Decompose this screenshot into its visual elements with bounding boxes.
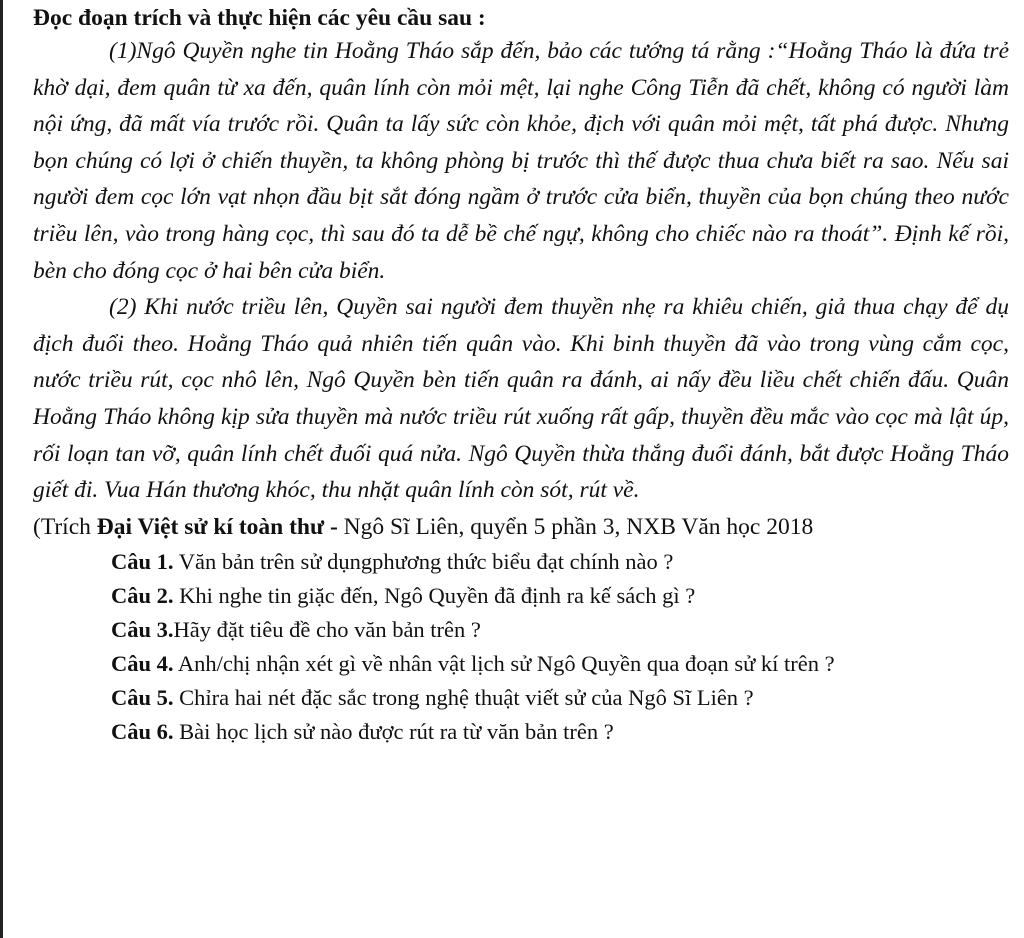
instruction-heading: Đọc đoạn trích và thực hiện các yêu cầu sau : [33, 5, 486, 31]
question-text: Anh/chị nhận xét gì về nhân vật lịch sử Ngô Quyền qua đoạn sử kí trên ? [173, 650, 835, 676]
question-list [33, 545, 1014, 749]
passage-paragraph-1 [33, 33, 1009, 289]
question-label: Câu 6. [111, 718, 174, 744]
question-1 [33, 545, 1014, 579]
source-prefix: (Trích [33, 513, 97, 540]
question-3 [33, 613, 1014, 647]
passage-paragraph-2 [33, 289, 1009, 509]
question-6 [33, 715, 1014, 749]
passage-paragraph-1-text: (1)Ngô Quyền nghe tin Hoằng Tháo sắp đến, bảo các tướng tá rằng :“Hoằng Tháo là đứa trẻ khờ dại, đem quân từ xa đến, quân lính còn mỏi mệt, lại nghe Công Tiễn đã chết, không có người làm nội ứng, đã mất vía trước rồi. Quân ta lấy sức còn khỏe, địch với quân mỏi mệt, tất phá được. Nhưng bọn chúng có lợi ở chiến thuyền, ta không phòng bị trước thì thế được thua chưa biết ra sao. Nếu sai người đem cọc lớn vạt nhọn đầu bịt sắt đóng ngầm ở trước cửa biển, thuyền của bọn chúng theo nước triều lên, vào trong hàng cọc, thì sau đó ta dễ bề chế ngự, không cho chiếc nào ra thoát”. Định kế rồi, bèn cho đóng cọc ở hai bên cửa biển. [33, 38, 1009, 284]
question-label: Câu 2. [111, 582, 174, 608]
source-suffix: Ngô Sĩ Liên, quyển 5 phần 3, NXB Văn học 2018 [337, 513, 814, 540]
passage-paragraph-2-text: (2) Khi nước triều lên, Quyền sai người đem thuyền nhẹ ra khiêu chiến, giả thua chạy để dụ địch đuổi theo. Hoằng Tháo quả nhiên tiến quân vào. Khi binh thuyền đã vào trong vùng cắm cọc, nước triều rút, cọc nhô lên, Ngô Quyền bèn tiến quân ra đánh, ai nấy đều liều chết chiến đấu. Quân Hoằng Tháo không kịp sửa thuyền mà nước triều rút xuống rất gấp, thuyền đều mắc vào cọc mà lật úp, rối loạn tan vỡ, quân lính chết đuối quá nửa. Ngô Quyền thừa thắng đuổi đánh, bắt được Hoằng Tháo giết đi. Vua Hán thương khóc, thu nhặt quân lính còn sót, rút về. [33, 294, 1009, 504]
source-citation [33, 509, 1014, 545]
question-text: Bài học lịch sử nào được rút ra từ văn bản trên ? [173, 718, 614, 744]
question-text: Văn bản trên sử dụngphương thức biểu đạt chính nào ? [173, 548, 674, 574]
question-text: Khi nghe tin giặc đến, Ngô Quyền đã định ra kế sách gì ? [173, 582, 696, 608]
question-4 [33, 647, 933, 681]
question-5 [33, 681, 1014, 715]
question-label: Câu 3. [111, 616, 174, 642]
question-text: Chỉra hai nét đặc sắc trong nghệ thuật viết sử của Ngô Sĩ Liên ? [173, 684, 754, 710]
question-label: Câu 1. [111, 548, 174, 574]
question-label: Câu 5. [111, 684, 174, 710]
question-2 [33, 579, 1014, 613]
question-label: Câu 4. [111, 650, 174, 676]
question-text: Hãy đặt tiêu đề cho văn bản trên ? [173, 616, 481, 642]
source-title: Đại Việt sử kí toàn thư - [96, 513, 338, 540]
